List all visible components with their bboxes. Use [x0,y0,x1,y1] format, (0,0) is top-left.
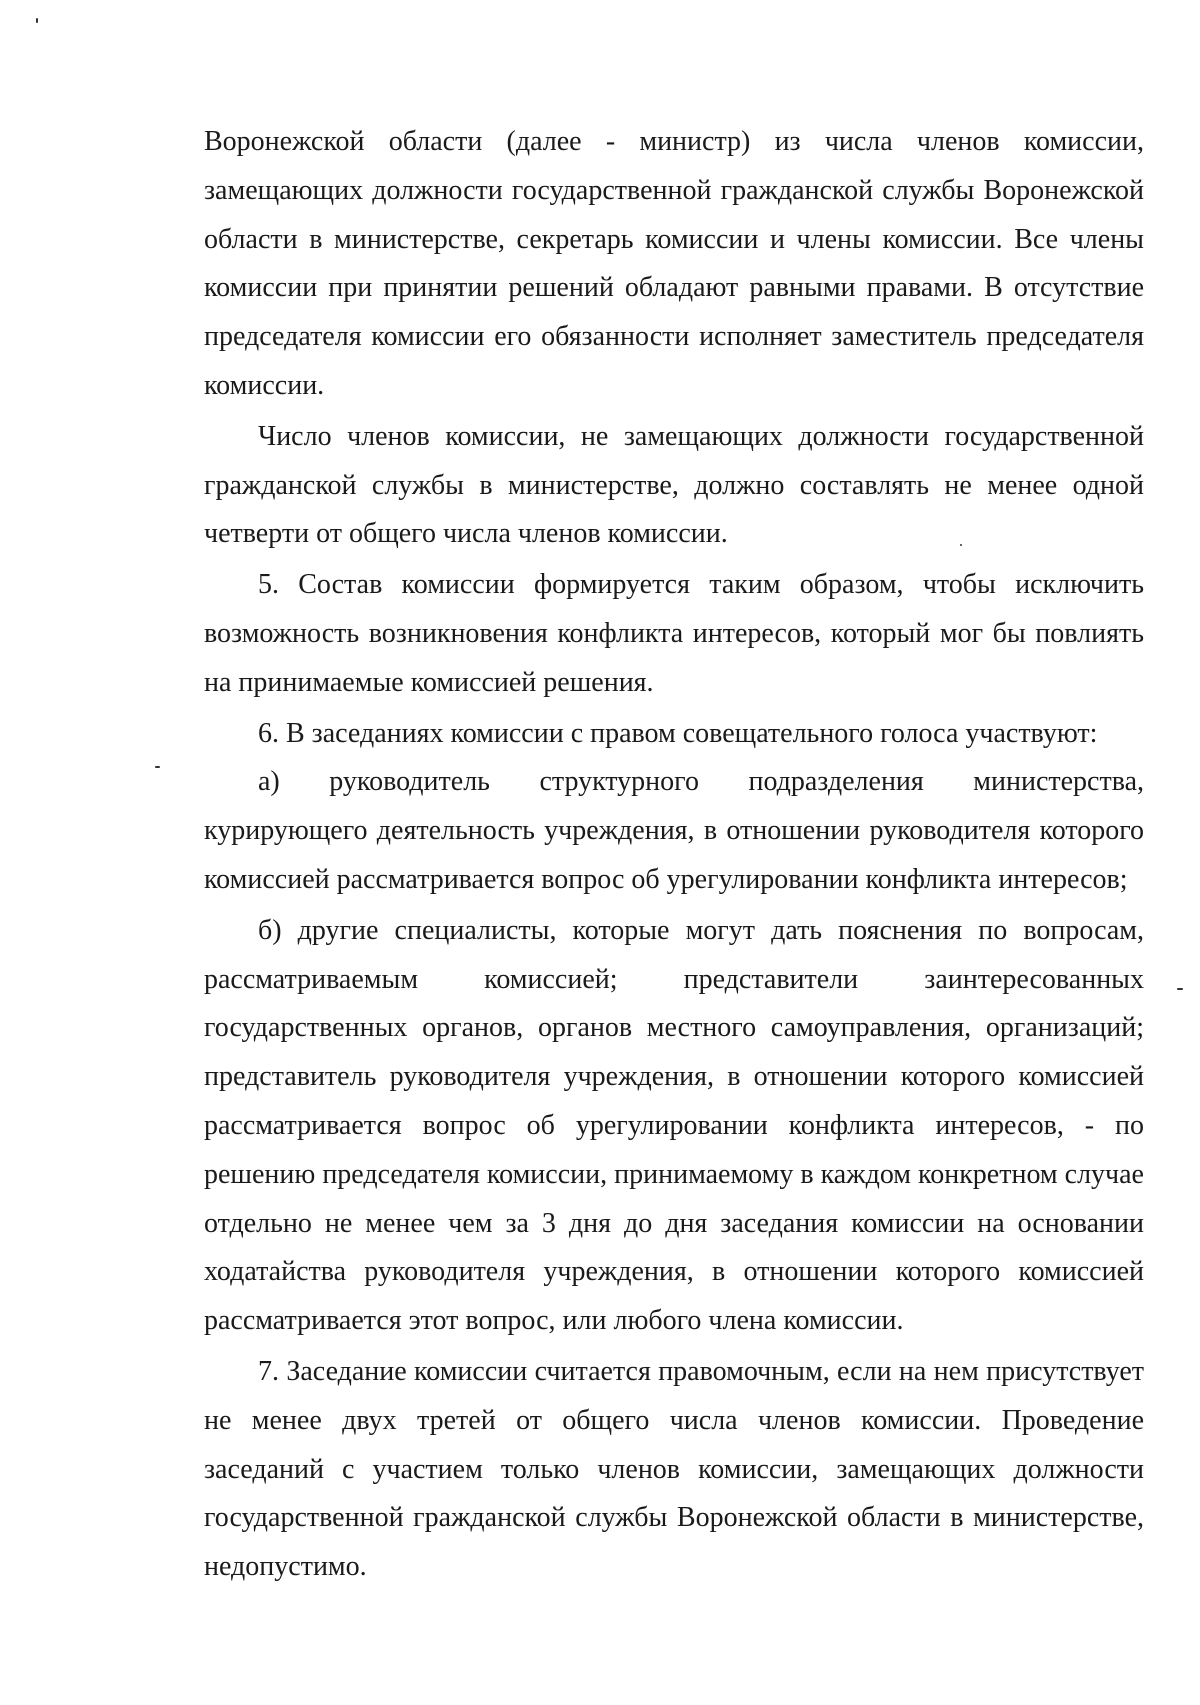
document-body [204,118,1144,1592]
paragraph-item-6a: а) руководитель структурного подразделения министерства, курирующего деятельность учреждения, в отношении руководителя которого комиссией рассматривается вопрос об урегулировании конфликта интересов; [204,766,1144,895]
paragraph-non-civil-members: Число членов комиссии, не замещающих должности государственной гражданской службы в министерстве, должно составлять не менее одной четверти от общего числа членов комиссии. [204,420,1144,550]
scan-speck [1177,988,1183,990]
paragraph-item-7: 7. Заседание комиссии считается правомочным, если на нем присутствует не менее двух третей от общего числа членов комиссии. Проведение заседаний с участием только членов комиссии, замещающих должности государственной гражданской службы Воронежской области в министерстве, недопустимо. [204,1355,1144,1583]
paragraph-item-5: 5. Состав комиссии формируется таким образом, чтобы исключить возможность возникновения конфликта интересов, который мог бы повлиять на принимаемые комиссией решения. [204,569,1144,698]
scan-speck [155,766,160,768]
scan-speck [36,18,38,23]
paragraph-item-6b: б) другие специалисты, которые могут дать пояснения по вопросам, рассматриваемым комиссией; представители заинтересованных государственных органов, органов местного самоуправления, организаций; представитель руководителя учреждения, в отношении которого комиссией рассматривается вопрос об урегулировании конфликта интересов, - по решению председателя комиссии, принимаемому в каждом конкретном случае отдельно не менее чем за 3 дня до дня заседания комиссии на основании ходатайства руководителя учреждения, в отношении которого комиссией рассматривается этот вопрос, или любого члена комиссии. [204,914,1144,1337]
paragraph-composition: Воронежской области (далее - министр) из числа членов комиссии, замещающих должности государственной гражданской службы Воронежской области в министерстве, секретарь комиссии и члены комиссии. Все члены комиссии при принятии решений обладают равными правами. В отсутствие председателя комиссии его обязанности исполняет заместитель председателя комиссии. [204,126,1144,401]
paragraph-item-6: 6. В заседаниях комиссии с правом совещательного голоса участвуют: [258,717,1098,749]
